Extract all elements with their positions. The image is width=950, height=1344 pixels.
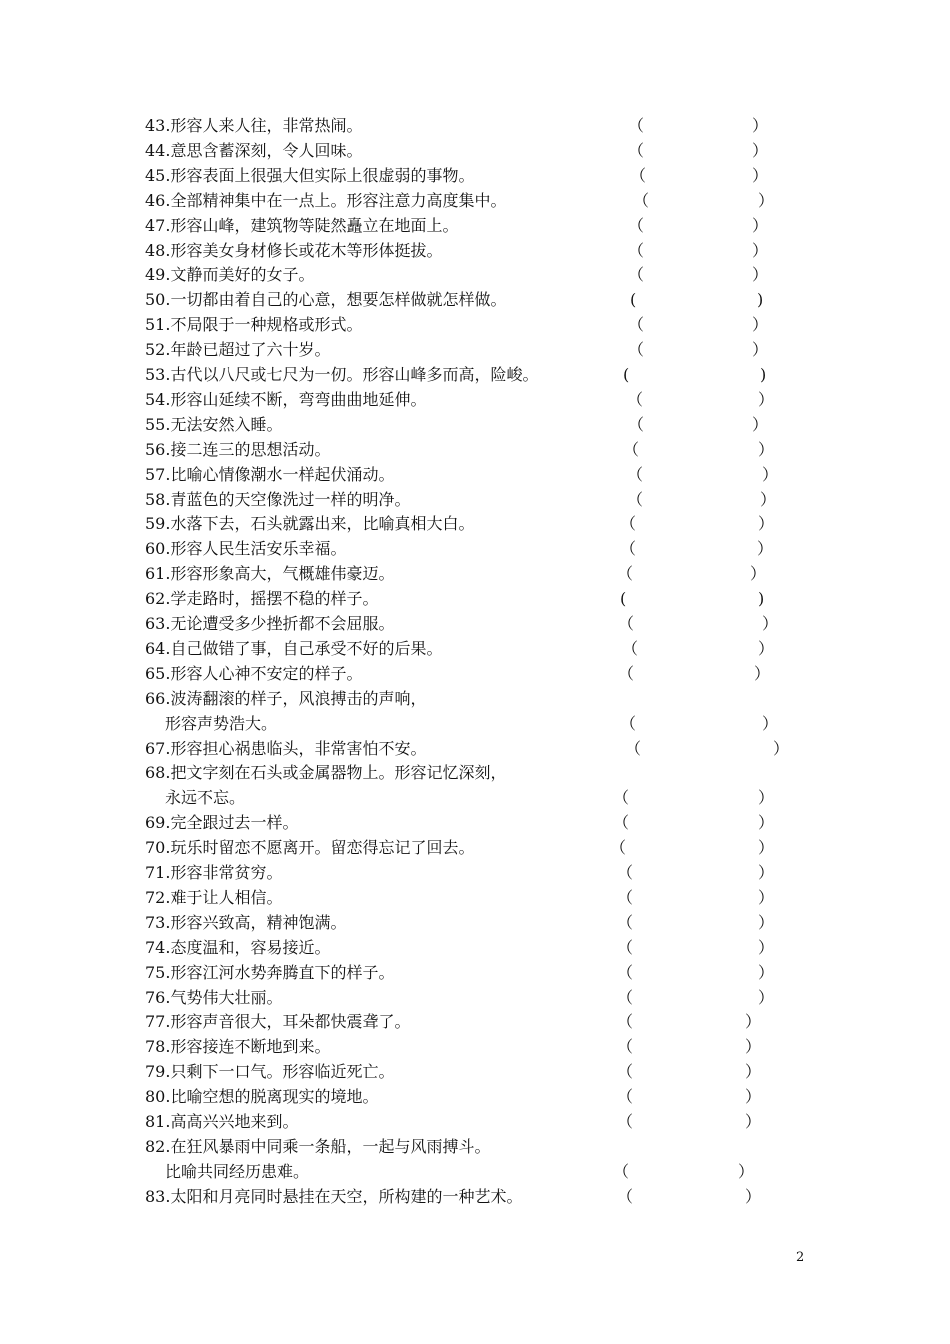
answer-blank[interactable] bbox=[633, 1084, 745, 1109]
answer-paren-close: ） bbox=[758, 190, 775, 210]
answer-paren-open: （ bbox=[617, 912, 634, 932]
answer-blank[interactable] bbox=[641, 736, 773, 761]
question-text: 54.形容山延续不断，弯弯曲曲地延伸。 bbox=[145, 389, 427, 409]
answer-blank[interactable] bbox=[633, 1009, 745, 1034]
answer-blank[interactable] bbox=[636, 511, 758, 536]
answer-paren-open: （ bbox=[628, 215, 645, 235]
answer-paren-close: ） bbox=[758, 863, 775, 882]
question-line bbox=[145, 337, 805, 362]
answer-paren-open: （ bbox=[628, 140, 645, 160]
answer-paren-close: ） bbox=[757, 539, 774, 559]
question-line bbox=[145, 213, 805, 238]
question-line bbox=[145, 1034, 805, 1059]
question-text: 74.态度温和，容易接近。 bbox=[145, 937, 331, 957]
question-text: 83.太阳和月亮同时悬挂在天空，所构建的一种艺术。 bbox=[145, 1186, 523, 1206]
answer-paren-open: （ bbox=[617, 962, 634, 982]
question-text: 68.把文字刻在石头或金属器物上。形容记忆深刻， bbox=[145, 763, 507, 783]
question-text: 59.水落下去，石头就露出来，比喻真相大白。 bbox=[145, 514, 475, 534]
answer-paren-close: ） bbox=[758, 788, 775, 808]
answer-paren-open: （ bbox=[633, 190, 650, 210]
answer-blank[interactable] bbox=[633, 960, 758, 985]
answer-blank[interactable] bbox=[633, 561, 750, 586]
question-text: 49.文静而美好的女子。 bbox=[145, 265, 315, 285]
answer-paren-open: （ bbox=[617, 564, 634, 584]
answer-paren-close: ） bbox=[750, 564, 767, 584]
question-line bbox=[145, 760, 805, 785]
answer-paren-close: ） bbox=[758, 838, 775, 858]
answer-paren-close: ） bbox=[773, 738, 790, 758]
answer-blank[interactable] bbox=[643, 462, 762, 487]
answer-paren-close: ） bbox=[758, 887, 775, 907]
answer-paren-close: ） bbox=[762, 614, 779, 633]
question-line bbox=[145, 1009, 805, 1034]
answer-blank[interactable] bbox=[646, 287, 757, 312]
question-text: 67.形容担心祸患临头，非常害怕不安。 bbox=[145, 738, 427, 758]
answer-blank[interactable] bbox=[634, 661, 754, 686]
answer-paren-open: （ bbox=[617, 1012, 634, 1032]
answer-paren-open: （ bbox=[620, 539, 637, 559]
answer-paren-open: （ bbox=[630, 165, 647, 185]
question-text: 47.形容山峰，建筑物等陡然矗立在地面上。 bbox=[145, 215, 459, 235]
answer-blank[interactable] bbox=[644, 412, 752, 437]
question-text: 52.年龄已超过了六十岁。 bbox=[145, 340, 331, 360]
question-line bbox=[145, 636, 805, 661]
question-line bbox=[145, 1184, 805, 1209]
answer-blank[interactable] bbox=[633, 1184, 745, 1209]
answer-paren-close: ） bbox=[758, 962, 775, 982]
question-text: 78.形容接连不断地到来。 bbox=[145, 1037, 331, 1057]
question-line bbox=[145, 960, 805, 985]
question-text: 56.接二连三的思想活动。 bbox=[145, 439, 331, 459]
question-text: 70.玩乐时留恋不愿离开。留恋得忘记了回去。 bbox=[145, 838, 475, 858]
question-text: 72.难于让人相信。 bbox=[145, 887, 283, 907]
question-line bbox=[145, 238, 805, 263]
answer-paren-close: ） bbox=[752, 140, 769, 160]
answer-paren-close: ） bbox=[752, 215, 769, 235]
answer-paren-open: （ bbox=[617, 987, 634, 1007]
answer-paren-close: ） bbox=[745, 1062, 762, 1082]
answer-paren-open: （ bbox=[610, 838, 627, 858]
question-line bbox=[145, 885, 805, 910]
question-line bbox=[145, 686, 805, 711]
question-text: 55.无法安然入睡。 bbox=[145, 414, 283, 434]
question-line bbox=[145, 362, 805, 387]
page-number: 2 bbox=[796, 1250, 805, 1265]
answer-paren-close: ） bbox=[760, 489, 777, 509]
answer-blank[interactable] bbox=[649, 188, 758, 213]
answer-blank[interactable] bbox=[636, 536, 757, 561]
question-line bbox=[145, 935, 805, 960]
answer-blank[interactable] bbox=[636, 586, 758, 611]
answer-blank[interactable] bbox=[636, 711, 762, 736]
answer-paren-close: ） bbox=[758, 638, 775, 658]
answer-paren-close: ） bbox=[758, 439, 775, 459]
answer-paren-close: ） bbox=[745, 1012, 762, 1032]
question-text: 50.一切都由着自己的心意，想要怎样做就怎样做。 bbox=[145, 290, 507, 310]
question-line bbox=[145, 810, 805, 835]
answer-paren-open: （ bbox=[617, 887, 634, 907]
answer-paren-open: ( bbox=[620, 589, 627, 609]
answer-blank[interactable] bbox=[629, 810, 758, 835]
question-line bbox=[145, 611, 805, 636]
answer-blank[interactable] bbox=[646, 163, 752, 188]
question-text: 80.比喻空想的脱离现实的境地。 bbox=[145, 1087, 379, 1107]
answer-blank[interactable] bbox=[633, 1109, 745, 1134]
question-line bbox=[145, 138, 805, 163]
answer-paren-open: （ bbox=[613, 788, 630, 808]
answer-paren-close: ） bbox=[745, 1037, 762, 1057]
answer-paren-close: ） bbox=[752, 116, 769, 135]
answer-paren-close: ） bbox=[745, 1186, 762, 1206]
question-text: 73.形容兴致高，精神饱满。 bbox=[145, 912, 347, 932]
question-text: 63.无论遭受多少挫折都不会屈服。 bbox=[145, 614, 395, 633]
answer-blank[interactable] bbox=[629, 785, 758, 810]
answer-paren-open: （ bbox=[617, 1186, 634, 1206]
answer-paren-open: （ bbox=[627, 489, 644, 509]
question-text: 53.古代以八尺或七尺为一仞。形容山峰多而高，险峻。 bbox=[145, 365, 539, 384]
answer-blank[interactable] bbox=[639, 437, 758, 462]
question-text: 64.自己做错了事，自己承受不好的后果。 bbox=[145, 638, 443, 658]
answer-paren-open: （ bbox=[622, 638, 639, 658]
question-line bbox=[145, 412, 805, 437]
answer-blank[interactable] bbox=[644, 312, 752, 337]
answer-paren-close: ） bbox=[752, 414, 769, 434]
answer-paren-close: ) bbox=[760, 365, 767, 384]
question-line bbox=[145, 462, 805, 487]
answer-paren-close: ) bbox=[757, 290, 764, 310]
question-line bbox=[145, 1109, 805, 1134]
question-text: 形容声势浩大。 bbox=[165, 713, 278, 733]
question-text: 62.学走路时，摇摆不稳的样子。 bbox=[145, 589, 379, 609]
answer-paren-open: （ bbox=[617, 1037, 634, 1057]
answer-paren-open: （ bbox=[628, 116, 645, 135]
question-text: 82.在狂风暴雨中同乘一条船，一起与风雨搏斗。 bbox=[145, 1136, 491, 1156]
question-line bbox=[145, 287, 805, 312]
answer-paren-open: （ bbox=[618, 614, 635, 633]
question-text: 71.形容非常贫穷。 bbox=[145, 863, 283, 882]
answer-paren-close: ） bbox=[762, 464, 779, 484]
question-text: 58.青蓝色的天空像洗过一样的明净。 bbox=[145, 489, 411, 509]
answer-blank[interactable] bbox=[633, 860, 758, 885]
answer-blank[interactable] bbox=[633, 985, 758, 1010]
question-line bbox=[145, 910, 805, 935]
answer-paren-open: （ bbox=[628, 340, 645, 360]
answer-paren-close: ） bbox=[745, 1087, 762, 1107]
answer-paren-open: （ bbox=[628, 265, 645, 285]
question-line bbox=[145, 1134, 805, 1159]
question-line bbox=[145, 536, 805, 561]
question-line bbox=[145, 163, 805, 188]
answer-paren-open: （ bbox=[623, 439, 640, 459]
answer-paren-close: ） bbox=[752, 240, 769, 260]
question-text: 76.气势伟大壮丽。 bbox=[145, 987, 283, 1007]
question-text: 44.意思含蓄深刻，令人回味。 bbox=[145, 140, 363, 160]
answer-blank[interactable] bbox=[629, 1159, 738, 1184]
question-line bbox=[145, 711, 805, 736]
question-line bbox=[145, 785, 805, 810]
answer-blank[interactable] bbox=[633, 935, 758, 960]
answer-blank[interactable] bbox=[633, 1059, 745, 1084]
question-line bbox=[145, 188, 805, 213]
answer-blank[interactable] bbox=[644, 213, 752, 238]
answer-paren-open: （ bbox=[628, 240, 645, 260]
answer-paren-open: （ bbox=[613, 813, 630, 833]
answer-blank[interactable] bbox=[638, 636, 758, 661]
answer-paren-open: （ bbox=[617, 1087, 634, 1107]
question-line bbox=[145, 561, 805, 586]
question-text: 69.完全跟过去一样。 bbox=[145, 813, 299, 833]
question-line bbox=[145, 262, 805, 287]
question-line bbox=[145, 511, 805, 536]
question-text: 66.波涛翻滚的样子，风浪搏击的声响， bbox=[145, 688, 427, 708]
answer-paren-open: （ bbox=[613, 1161, 630, 1181]
answer-paren-close: ） bbox=[754, 663, 771, 683]
answer-blank[interactable] bbox=[633, 1034, 745, 1059]
answer-paren-close: ） bbox=[752, 315, 769, 335]
answer-paren-open: ( bbox=[623, 365, 630, 384]
answer-blank[interactable] bbox=[639, 362, 760, 387]
answer-paren-close: ） bbox=[758, 813, 775, 833]
answer-paren-open: （ bbox=[617, 1112, 634, 1131]
answer-blank[interactable] bbox=[633, 885, 758, 910]
answer-paren-close: ） bbox=[752, 340, 769, 360]
question-line bbox=[145, 1059, 805, 1084]
answer-paren-close: ） bbox=[758, 912, 775, 932]
answer-paren-close: ） bbox=[758, 987, 775, 1007]
question-text: 81.高高兴兴地来到。 bbox=[145, 1112, 299, 1131]
answer-blank[interactable] bbox=[634, 611, 762, 636]
answer-paren-open: （ bbox=[617, 863, 634, 882]
answer-paren-open: （ bbox=[617, 937, 634, 957]
answer-paren-close: ） bbox=[762, 713, 779, 733]
answer-blank[interactable] bbox=[644, 337, 752, 362]
answer-blank[interactable] bbox=[644, 238, 752, 263]
question-line bbox=[145, 1159, 805, 1184]
question-text: 75.形容江河水势奔腾直下的样子。 bbox=[145, 962, 395, 982]
answer-paren-close: ） bbox=[758, 514, 775, 534]
answer-paren-close: ） bbox=[758, 389, 775, 409]
answer-paren-close: ） bbox=[752, 165, 769, 185]
answer-paren-open: （ bbox=[617, 1062, 634, 1082]
answer-blank[interactable] bbox=[644, 262, 752, 287]
question-line bbox=[145, 437, 805, 462]
question-line bbox=[145, 985, 805, 1010]
question-line bbox=[145, 387, 805, 412]
question-text: 77.形容声音很大，耳朵都快震聋了。 bbox=[145, 1012, 411, 1032]
answer-paren-open: （ bbox=[618, 663, 635, 683]
answer-paren-close: ） bbox=[745, 1112, 762, 1131]
question-text: 51.不局限于一种规格或形式。 bbox=[145, 315, 363, 335]
question-text: 61.形容形象高大，气概雄伟豪迈。 bbox=[145, 564, 395, 584]
question-text: 48.形容美女身材修长或花木等形体挺拔。 bbox=[145, 240, 443, 260]
answer-paren-open: （ bbox=[628, 315, 645, 335]
question-text: 57.比喻心情像潮水一样起伏涌动。 bbox=[145, 464, 395, 484]
answer-paren-open: ( bbox=[630, 290, 637, 310]
answer-paren-close: ） bbox=[758, 937, 775, 957]
question-text: 60.形容人民生活安乐幸福。 bbox=[145, 539, 347, 559]
question-text: 比喻共同经历患难。 bbox=[165, 1161, 310, 1181]
question-line bbox=[145, 312, 805, 337]
question-text: 45.形容表面上很强大但实际上很虚弱的事物。 bbox=[145, 165, 475, 185]
question-line bbox=[145, 487, 805, 512]
question-text: 46.全部精神集中在一点上。形容注意力高度集中。 bbox=[145, 190, 507, 210]
answer-blank[interactable] bbox=[644, 138, 752, 163]
question-line bbox=[145, 860, 805, 885]
answer-paren-open: （ bbox=[627, 389, 644, 409]
answer-blank[interactable] bbox=[633, 910, 758, 935]
answer-paren-open: （ bbox=[620, 713, 637, 733]
answer-paren-close: ) bbox=[758, 589, 765, 609]
answer-paren-close: ） bbox=[752, 265, 769, 285]
question-line bbox=[145, 736, 805, 761]
question-line bbox=[145, 835, 805, 860]
question-line bbox=[145, 586, 805, 611]
question-text: 43.形容人来人往，非常热闹。 bbox=[145, 116, 363, 135]
answer-paren-open: （ bbox=[620, 514, 637, 534]
answer-blank[interactable] bbox=[626, 835, 758, 860]
answer-paren-open: （ bbox=[627, 464, 644, 484]
question-line bbox=[145, 661, 805, 686]
answer-blank[interactable] bbox=[644, 113, 752, 138]
question-line bbox=[145, 1084, 805, 1109]
answer-blank[interactable] bbox=[643, 387, 758, 412]
answer-paren-open: （ bbox=[628, 414, 645, 434]
question-text: 79.只剩下一口气。形容临近死亡。 bbox=[145, 1062, 395, 1082]
answer-paren-open: （ bbox=[625, 738, 642, 758]
question-text: 65.形容人心神不安定的样子。 bbox=[145, 663, 363, 683]
question-line bbox=[145, 113, 805, 138]
answer-blank[interactable] bbox=[643, 487, 760, 512]
answer-paren-close: ） bbox=[738, 1161, 755, 1181]
question-text: 永远不忘。 bbox=[165, 788, 246, 808]
